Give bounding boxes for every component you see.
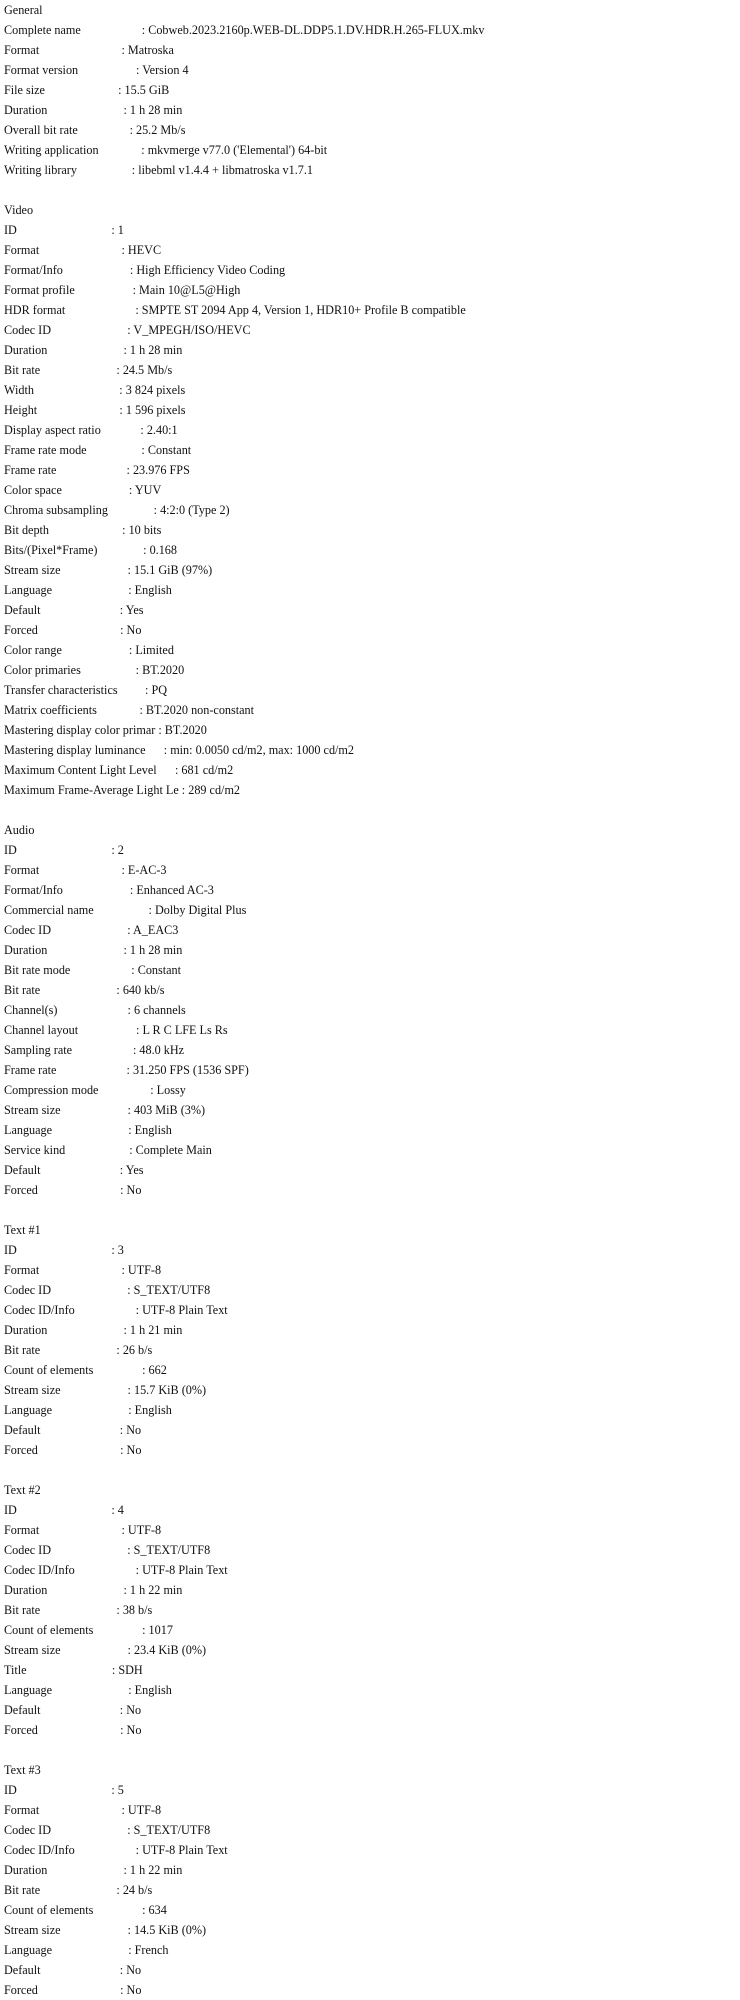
info-line: Commercial name : Dolby Digital Plus (4, 903, 247, 917)
info-line: Codec ID/Info : UTF-8 Plain Text (4, 1303, 228, 1317)
info-line: Transfer characteristics : PQ (4, 683, 168, 697)
info-line: Bit rate : 24.5 Mb/s (4, 363, 173, 377)
info-line: Frame rate mode : Constant (4, 443, 192, 457)
info-line: Forced : No (4, 1723, 142, 1737)
info-line: ID : 4 (4, 1503, 124, 1517)
section-video (4, 200, 740, 800)
info-line: Mastering display luminance : min: 0.0050 cd/m2, max: 1000 cd/m2 (4, 743, 355, 757)
info-line: Count of elements : 662 (4, 1363, 167, 1377)
info-line: Duration : 1 h 28 min (4, 343, 183, 357)
info-line: Bit rate : 26 b/s (4, 1343, 153, 1357)
info-line: Count of elements : 634 (4, 1903, 167, 1917)
info-line: Codec ID : A_EAC3 (4, 923, 179, 937)
info-line: Language : English (4, 1123, 172, 1137)
info-line: Format : UTF-8 (4, 1803, 162, 1817)
info-line: ID : 2 (4, 843, 124, 857)
section-title: Text #3 (4, 1763, 41, 1777)
info-line: Codec ID : S_TEXT/UTF8 (4, 1823, 211, 1837)
info-line: Color range : Limited (4, 643, 174, 657)
info-line: Default : No (4, 1703, 142, 1717)
info-line: Format : E-AC-3 (4, 863, 167, 877)
info-line: Bit rate mode : Constant (4, 963, 182, 977)
info-line: Width : 3 824 pixels (4, 383, 186, 397)
info-line: Title : SDH (4, 1663, 143, 1677)
info-line: Bit rate : 38 b/s (4, 1603, 153, 1617)
info-line: ID : 1 (4, 223, 124, 237)
info-line: Matrix coefficients : BT.2020 non-constant (4, 703, 255, 717)
info-line: Default : No (4, 1423, 142, 1437)
section-title: Text #1 (4, 1223, 41, 1237)
section-title: General (4, 3, 43, 17)
info-line: Stream size : 15.1 GiB (97%) (4, 563, 213, 577)
info-line: Frame rate : 23.976 FPS (4, 463, 190, 477)
section-audio (4, 820, 740, 1200)
info-line: Mastering display color primar : BT.2020 (4, 723, 207, 737)
info-line: Writing library : libebml v1.4.4 + libmatroska v1.7.1 (4, 163, 314, 177)
section-general (4, 0, 740, 180)
section-title: Video (4, 203, 34, 217)
info-line: Frame rate : 31.250 FPS (1536 SPF) (4, 1063, 249, 1077)
section-title: Text #2 (4, 1483, 41, 1497)
info-line: Forced : No (4, 1443, 142, 1457)
info-line: ID : 3 (4, 1243, 124, 1257)
info-line: Stream size : 23.4 KiB (0%) (4, 1643, 207, 1657)
info-line: Display aspect ratio : 2.40:1 (4, 423, 178, 437)
info-line: Chroma subsampling : 4:2:0 (Type 2) (4, 503, 230, 517)
info-line: Color space : YUV (4, 483, 162, 497)
section-title: Audio (4, 823, 35, 837)
info-line: Complete name : Cobweb.2023.2160p.WEB-DL.DDP5.1.DV.HDR.H.265-FLUX.mkv (4, 23, 485, 37)
info-line: HDR format : SMPTE ST 2094 App 4, Version 1, HDR10+ Profile B compatible (4, 303, 466, 317)
info-line: Codec ID : S_TEXT/UTF8 (4, 1543, 211, 1557)
info-line: Channel layout : L R C LFE Ls Rs (4, 1023, 228, 1037)
info-line: Color primaries : BT.2020 (4, 663, 185, 677)
info-line: File size : 15.5 GiB (4, 83, 170, 97)
info-line: Language : English (4, 1403, 172, 1417)
info-line: Language : English (4, 1683, 172, 1697)
info-line: Forced : No (4, 1183, 142, 1197)
info-line: Duration : 1 h 28 min (4, 103, 183, 117)
info-line: Bit rate : 640 kb/s (4, 983, 165, 997)
info-line: Bits/(Pixel*Frame) : 0.168 (4, 543, 177, 557)
info-line: Overall bit rate : 25.2 Mb/s (4, 123, 186, 137)
info-line: Channel(s) : 6 channels (4, 1003, 186, 1017)
info-line: Stream size : 403 MiB (3%) (4, 1103, 206, 1117)
info-line: Maximum Frame-Average Light Le : 289 cd/m2 (4, 783, 241, 797)
info-line: Format : UTF-8 (4, 1523, 162, 1537)
section-text-1 (4, 1220, 740, 1460)
info-line: Format : HEVC (4, 243, 162, 257)
info-line: Format/Info : High Efficiency Video Coding (4, 263, 286, 277)
info-line: Bit rate : 24 b/s (4, 1883, 153, 1897)
info-line: Stream size : 14.5 KiB (0%) (4, 1923, 207, 1937)
info-line: Duration : 1 h 28 min (4, 943, 183, 957)
info-line: Codec ID : V_MPEGH/ISO/HEVC (4, 323, 251, 337)
info-line: Forced : No (4, 1983, 142, 1997)
info-line: Codec ID/Info : UTF-8 Plain Text (4, 1843, 228, 1857)
info-line: Default : Yes (4, 1163, 144, 1177)
info-line: Format/Info : Enhanced AC-3 (4, 883, 214, 897)
info-line: Height : 1 596 pixels (4, 403, 186, 417)
section-text-3 (4, 1760, 740, 2000)
info-line: Duration : 1 h 22 min (4, 1583, 183, 1597)
info-line: Language : English (4, 583, 172, 597)
info-line: Bit depth : 10 bits (4, 523, 162, 537)
info-line: Language : French (4, 1943, 169, 1957)
info-line: Writing application : mkvmerge v77.0 ('Elemental') 64-bit (4, 143, 328, 157)
section-text-2 (4, 1480, 740, 1740)
info-line: Maximum Content Light Level : 681 cd/m2 (4, 763, 234, 777)
info-line: Codec ID/Info : UTF-8 Plain Text (4, 1563, 228, 1577)
info-line: Forced : No (4, 623, 142, 637)
info-line: ID : 5 (4, 1783, 124, 1797)
info-line: Duration : 1 h 21 min (4, 1323, 183, 1337)
info-line: Codec ID : S_TEXT/UTF8 (4, 1283, 211, 1297)
info-line: Count of elements : 1017 (4, 1623, 173, 1637)
info-line: Service kind : Complete Main (4, 1143, 212, 1157)
info-line: Format profile : Main 10@L5@High (4, 283, 241, 297)
info-line: Default : Yes (4, 603, 144, 617)
info-line: Compression mode : Lossy (4, 1083, 186, 1097)
info-line: Format version : Version 4 (4, 63, 189, 77)
info-line: Format : UTF-8 (4, 1263, 162, 1277)
info-line: Format : Matroska (4, 43, 174, 57)
info-line: Stream size : 15.7 KiB (0%) (4, 1383, 207, 1397)
info-line: Duration : 1 h 22 min (4, 1863, 183, 1877)
info-line: Default : No (4, 1963, 142, 1977)
info-line: Sampling rate : 48.0 kHz (4, 1043, 185, 1057)
